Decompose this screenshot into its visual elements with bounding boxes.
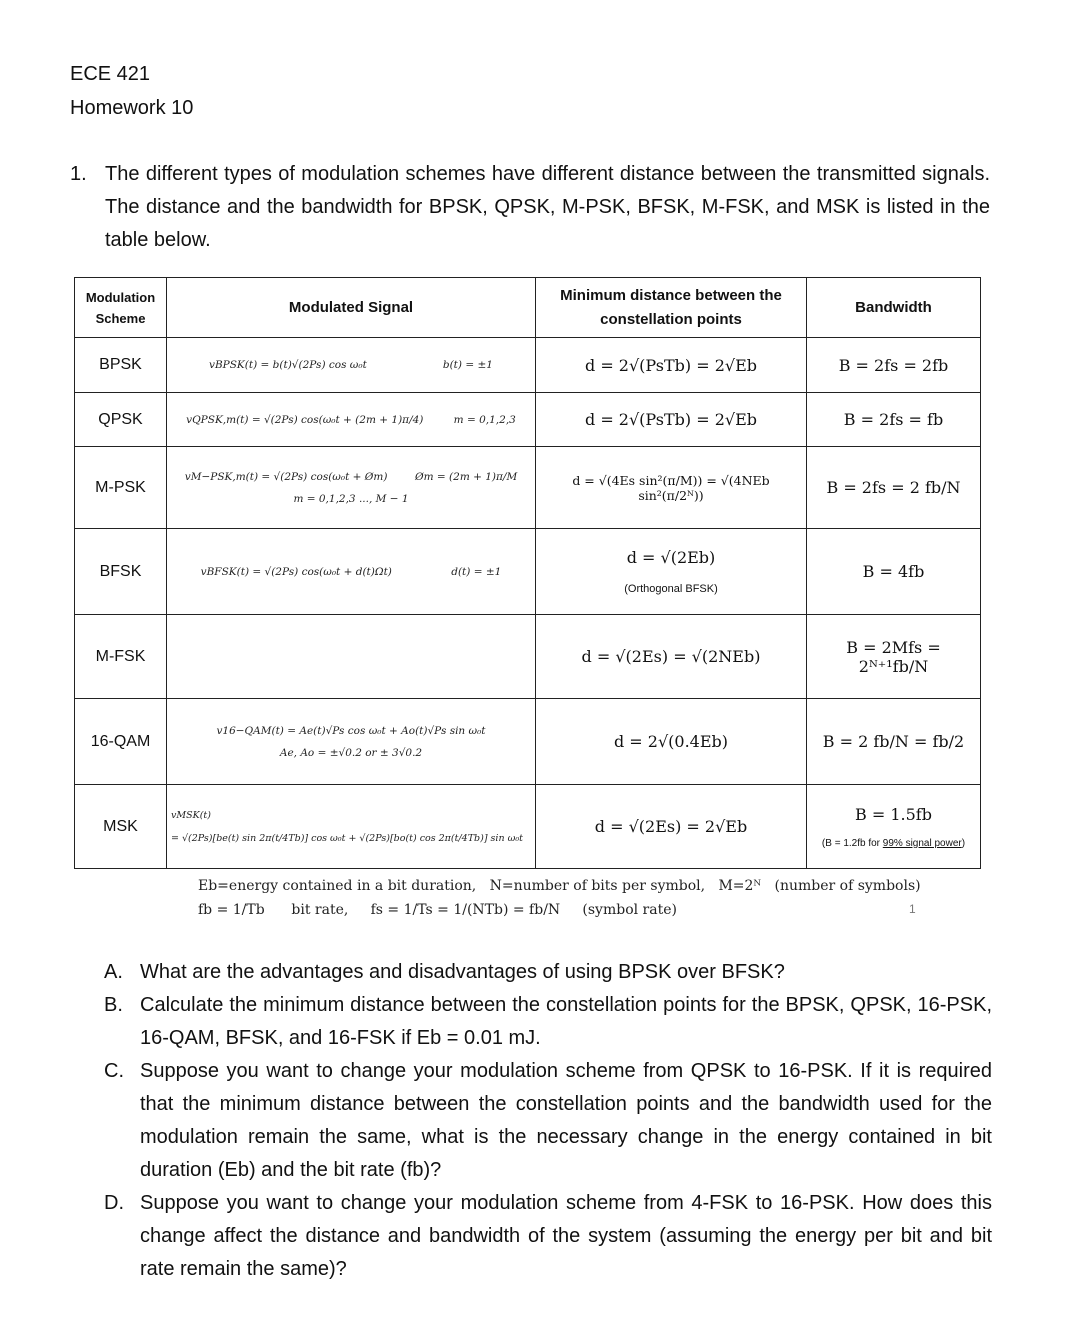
scheme-cell: M-PSK: [75, 447, 167, 529]
signal-cell: [167, 447, 536, 529]
signal-formula: vQPSK,m(t) = √(2Ps) cos(ω₀t + (2m + 1)π/4): [186, 413, 424, 426]
scheme-cell: MSK: [75, 785, 167, 869]
signal-formula: vBFSK(t) = √(2Ps) cos(ω₀t + d(t)Ωt): [200, 565, 392, 578]
sub-questions: [104, 956, 992, 1286]
bandwidth-cell: B = 2Mfs = 2ᴺ⁺¹fb/N: [807, 615, 981, 699]
course-title: ECE 421: [70, 63, 151, 85]
sub-question-letter: C.: [104, 1060, 124, 1082]
table-row: [75, 338, 981, 393]
scheme-cell: M-FSK: [75, 615, 167, 699]
sub-question: [104, 1187, 992, 1286]
signal-condition: m = 0,1,2,3: [453, 413, 516, 426]
scheme-cell: 16-QAM: [75, 699, 167, 785]
sub-question-text: Calculate the minimum distance between the constellation points for the BPSK, QPSK, 16-PSK, 16-QAM, BFSK, and 16-FSK if Eb = 0.01 mJ.: [140, 994, 992, 1049]
table-row: [75, 447, 981, 529]
distance-cell: d = √(2Es) = 2√Eb: [536, 785, 807, 869]
distance-cell: d = √(4Es sin²(π/M)) = √(4NEb sin²(π/2ᴺ)): [536, 447, 807, 529]
distance-cell: d = √(2Es) = √(2NEb): [536, 615, 807, 699]
scheme-cell: QPSK: [75, 393, 167, 447]
question-text: The different types of modulation schemes have different distance between the transmitted signals. The distance and the bandwidth for BPSK, QPSK, M-PSK, BFSK, M-FSK, and MSK is listed in the table below.: [105, 163, 990, 251]
distance-cell: d = 2√(PsTb) = 2√Eb: [536, 338, 807, 393]
signal-formula: v16−QAM(t) = Ae(t)√Ps cos ω₀t + Ao(t)√Ps sin ω₀t: [216, 724, 486, 737]
sub-question: [104, 956, 992, 989]
signal-cell: [167, 615, 536, 699]
question-1: [70, 158, 990, 257]
signal-cell: [167, 699, 536, 785]
scheme-cell: BFSK: [75, 529, 167, 615]
bandwidth-cell: B = 2fs = 2fb: [807, 338, 981, 393]
signal-extra: = √(2Ps)[be(t) sin 2π(t/4Tb)] cos ω₀t + √(2Ps)[bo(t) cos 2π(t/4Tb)] sin ω₀t: [171, 832, 523, 844]
scheme-cell: BPSK: [75, 338, 167, 393]
sub-question-text: What are the advantages and disadvantages of using BPSK over BFSK?: [140, 961, 785, 983]
table-row: [75, 615, 981, 699]
signal-formula: vMSK(t): [171, 809, 211, 821]
header-scheme: Modulation Scheme: [75, 278, 167, 338]
bandwidth-cell: B = 2 fb/N = fb/2: [807, 699, 981, 785]
table-row: [75, 785, 981, 869]
signal-formula: vBPSK(t) = b(t)√(2Ps) cos ω₀t: [209, 359, 367, 371]
table-row: [75, 699, 981, 785]
assignment-title: Homework 10: [70, 97, 194, 119]
definitions-line-2: fb = 1/Tb bit rate, fs = 1/Ts = 1/(NTb) = fb/N (symbol rate): [198, 902, 677, 918]
question-number: 1.: [70, 163, 87, 185]
table-row: [75, 393, 981, 447]
signal-extra: m = 0,1,2,3 ..., M − 1: [293, 492, 409, 505]
table-row: [75, 529, 981, 615]
sub-question-text: Suppose you want to change your modulation scheme from 4-FSK to 16-PSK. How does this change affect the distance and bandwidth of the system (assuming the energy per bit and bit rate remain the same)?: [140, 1192, 992, 1280]
sub-question-letter: A.: [104, 961, 123, 983]
header-distance: Minimum distance between the constellation points: [536, 278, 807, 338]
signal-cell: [167, 785, 536, 869]
signal-condition: b(t) = ±1: [442, 359, 493, 371]
modulation-table: [74, 277, 981, 869]
signal-cell: [167, 338, 536, 393]
sub-question-letter: D.: [104, 1192, 124, 1214]
bandwidth-cell: [807, 785, 981, 869]
signal-condition: d(t) = ±1: [451, 565, 502, 578]
sub-question: [104, 1055, 992, 1187]
bandwidth-cell: B = 2fs = fb: [807, 393, 981, 447]
definitions-line-1: Eb=energy contained in a bit duration, N=number of bits per symbol, M=2ᴺ (number of symbols): [198, 878, 921, 894]
bandwidth-formula: B = 1.5fb: [855, 804, 932, 824]
table-header-row: [75, 278, 981, 338]
distance-cell: [536, 529, 807, 615]
bandwidth-note: (B = 1.2fb for 99% signal power): [821, 837, 966, 849]
sub-question-letter: B.: [104, 994, 123, 1016]
signal-extra: Ae, Ao = ±√0.2 or ± 3√0.2: [279, 746, 423, 759]
header-bandwidth: Bandwidth: [807, 278, 981, 338]
distance-formula: d = √(2Eb): [626, 548, 716, 567]
signal-formula: vM−PSK,m(t) = √(2Ps) cos(ω₀t + Øm): [184, 470, 388, 483]
signal-cell: [167, 529, 536, 615]
signal-condition: Øm = (2m + 1)π/M: [415, 470, 518, 483]
signal-cell: [167, 393, 536, 447]
bandwidth-cell: B = 4fb: [807, 529, 981, 615]
header-signal: Modulated Signal: [167, 278, 536, 338]
distance-cell: d = 2√(PsTb) = 2√Eb: [536, 393, 807, 447]
page-number: 1: [909, 902, 916, 916]
bandwidth-cell: B = 2fs = 2 fb/N: [807, 447, 981, 529]
distance-note: (Orthogonal BFSK): [624, 583, 718, 595]
sub-question: [104, 989, 992, 1055]
sub-question-text: Suppose you want to change your modulation scheme from QPSK to 16-PSK. If it is required that the minimum distance between the constellation points and the bandwidth used for the modulation remain the same, what is the necessary change in the energy contained in bit duration (Eb) and the bit rate (fb)?: [140, 1060, 992, 1181]
distance-cell: d = 2√(0.4Eb): [536, 699, 807, 785]
